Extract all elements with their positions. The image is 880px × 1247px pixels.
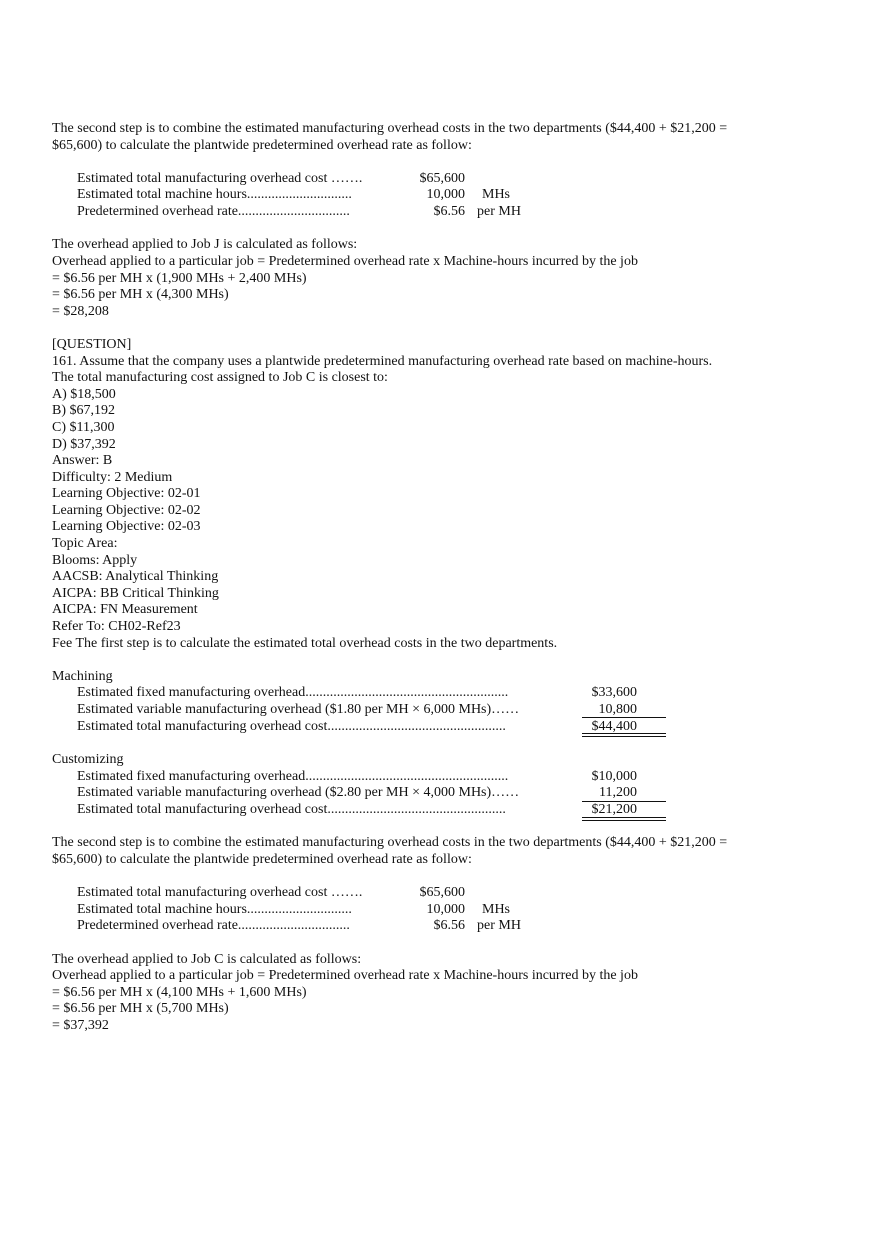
dept-row-amount: $33,600 [591, 685, 637, 701]
total-double-rule [582, 733, 666, 737]
machining-table [52, 685, 832, 735]
answer-option: D) $37,392 [52, 436, 116, 452]
dept-row-label: Estimated fixed manufacturing overhead.......................................................... [77, 685, 509, 701]
rate-table [52, 885, 832, 935]
customizing-table [52, 769, 832, 819]
answer-option: B) $67,192 [52, 403, 115, 419]
aicpa-bb: AICPA: BB Critical Thinking [52, 585, 219, 601]
rate-row-label: Estimated total machine hours.............................. [77, 187, 352, 203]
applied-step: = $6.56 per MH x (1,900 MHs + 2,400 MHs) [52, 270, 307, 286]
rate-row-value: 10,000 [426, 187, 465, 203]
dept-row-amount: $21,200 [591, 801, 637, 817]
dept-row-amount: 10,800 [598, 702, 637, 717]
rate-row-label: Predetermined overhead rate................................ [77, 918, 350, 934]
second-step-text: The second step is to combine the estimated manufacturing overhead costs in the two departments ($44,400 + $21,200 = [52, 121, 728, 136]
rate-row-unit: MHs [482, 187, 511, 203]
applied-intro: The overhead applied to Job J is calculated as follows: [52, 237, 358, 253]
difficulty: Difficulty: 2 Medium [52, 469, 173, 485]
applied-formula: Overhead applied to a particular job = Predetermined overhead rate x Machine-hours incurred by the job [52, 253, 638, 269]
rate-row-label: Predetermined overhead rate................................ [77, 203, 350, 219]
learning-objective: Learning Objective: 02-01 [52, 486, 201, 502]
second-step-text: $65,600) to calculate the plantwide predetermined overhead rate as follow: [52, 851, 472, 867]
answer: Answer: B [52, 453, 113, 469]
answer-option: A) $18,500 [52, 386, 116, 402]
dept-row-label: Estimated total manufacturing overhead cost................................................... [77, 801, 506, 817]
question-tag: [QUESTION] [52, 336, 132, 352]
applied-formula: Overhead applied to a particular job = Predetermined overhead rate x Machine-hours incurred by the job [52, 968, 638, 984]
applied-step: = $6.56 per MH x (4,300 MHs) [52, 287, 229, 303]
learning-objective: Learning Objective: 02-02 [52, 502, 201, 518]
rate-row-value: $6.56 [433, 918, 465, 934]
answer-option: C) $11,300 [52, 419, 115, 435]
learning-objective: Learning Objective: 02-03 [52, 519, 201, 535]
rate-row-value: $65,600 [419, 170, 465, 186]
applied-result: = $28,208 [52, 303, 109, 319]
dept-row-label: Estimated total manufacturing overhead cost................................................... [77, 718, 506, 734]
dept-row-amount: $10,000 [591, 768, 637, 784]
rate-table [52, 171, 832, 221]
refer-to: Refer To: CH02-Ref23 [52, 619, 181, 635]
dept-row-amount: $44,400 [591, 718, 637, 734]
second-step-text: $65,600) to calculate the plantwide predetermined overhead rate as follow: [52, 137, 472, 153]
question-text: 161. Assume that the company uses a plantwide predetermined manufacturing overhead rate based on machine-hours. [52, 353, 713, 369]
rate-row-unit: per MH [477, 203, 521, 219]
rate-row-label: Estimated total machine hours.............................. [77, 901, 352, 917]
department-title: Machining [52, 668, 113, 684]
rate-row-unit: per MH [477, 918, 521, 934]
applied-result: = $37,392 [52, 1017, 109, 1033]
blooms: Blooms: Apply [52, 552, 138, 568]
rate-row-value: $6.56 [433, 203, 465, 219]
rate-row-label: Estimated total manufacturing overhead cost ……. [77, 884, 363, 900]
dept-row-label: Estimated variable manufacturing overhead ($1.80 per MH × 6,000 MHs)…… [77, 702, 520, 717]
applied-step: = $6.56 per MH x (5,700 MHs) [52, 1001, 229, 1017]
rate-row-value: $65,600 [419, 884, 465, 900]
feedback-text: Fee The first step is to calculate the estimated total overhead costs in the two departments. [52, 635, 558, 651]
aicpa-fn: AICPA: FN Measurement [52, 602, 198, 618]
applied-intro: The overhead applied to Job C is calculated as follows: [52, 951, 362, 967]
second-step-text: The second step is to combine the estimated manufacturing overhead costs in the two departments ($44,400 + $21,200 = [52, 835, 728, 851]
dept-row-label: Estimated fixed manufacturing overhead.......................................................... [77, 768, 509, 784]
department-title: Customizing [52, 752, 124, 767]
rate-row-label: Estimated total manufacturing overhead cost ……. [77, 170, 363, 186]
aacsb: AACSB: Analytical Thinking [52, 569, 219, 585]
dept-row-label: Estimated variable manufacturing overhead ($2.80 per MH × 4,000 MHs)…… [77, 785, 520, 801]
dept-row-amount: 11,200 [599, 785, 637, 801]
rate-row-value: 10,000 [426, 901, 465, 917]
topic-area: Topic Area: [52, 536, 118, 552]
rate-row-unit: MHs [482, 901, 511, 917]
document-page [52, 121, 832, 1035]
applied-step: = $6.56 per MH x (4,100 MHs + 1,600 MHs) [52, 984, 307, 1000]
total-double-rule [582, 817, 666, 821]
question-text: The total manufacturing cost assigned to Job C is closest to: [52, 370, 388, 386]
